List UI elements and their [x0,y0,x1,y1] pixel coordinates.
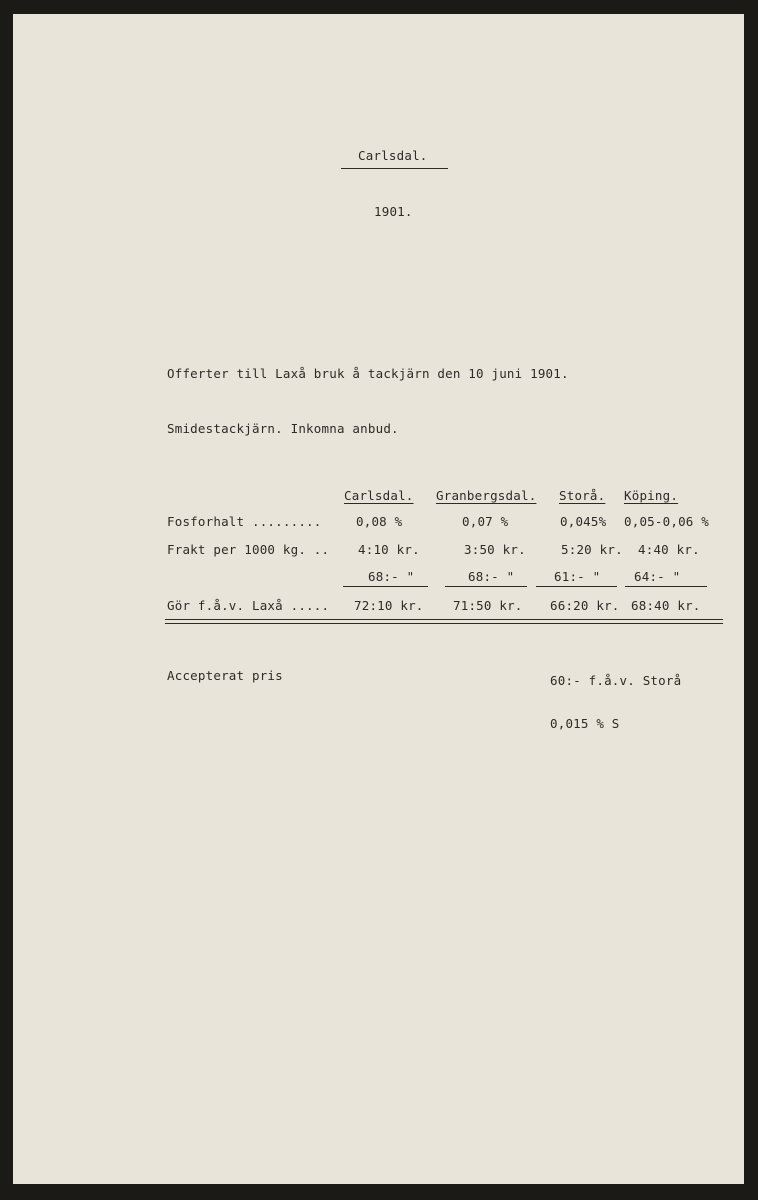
intro-line-1: Offerter till Laxå bruk å tackjärn den 10 juni 1901. [167,366,569,381]
table-cell: 68:- " [468,569,515,584]
table-cell: 68:40 kr. [631,598,701,613]
row-label-frakt: Frakt per 1000 kg. .. [167,542,330,557]
table-cell: 0,045% [560,514,607,529]
table-double-rule [165,619,723,620]
accepted-label: Accepterat pris [167,668,283,683]
table-cell: 3:50 kr. [464,542,526,557]
table-cell: 72:10 kr. [354,598,424,613]
document-page [13,14,744,1184]
subtotal-underline [625,586,707,587]
heading-year: 1901. [374,204,413,219]
table-cell: 61:- " [554,569,601,584]
accepted-phosphorus: 0,015 % S [550,716,620,731]
row-label-fosforhalt: Fosforhalt ......... [167,514,322,529]
table-cell: 0,07 % [462,514,509,529]
subtotal-underline [445,586,527,587]
table-cell: 64:- " [634,569,681,584]
table-cell: 68:- " [368,569,415,584]
heading-underline [341,168,448,169]
row-label-total: Gör f.å.v. Laxå ..... [167,598,330,613]
table-cell: 71:50 kr. [453,598,523,613]
table-double-rule [165,623,723,624]
table-cell: 66:20 kr. [550,598,620,613]
column-header-granbergsdal: Granbergsdal. [436,488,537,503]
table-cell: 5:20 kr. [561,542,623,557]
subtotal-underline [343,586,428,587]
column-header-koping: Köping. [624,488,679,503]
heading-place: Carlsdal. [358,148,428,163]
subtotal-underline [536,586,617,587]
table-cell: 4:40 kr. [638,542,700,557]
table-cell: 4:10 kr. [358,542,420,557]
column-header-stora: Storå. [559,488,606,503]
column-header-carlsdal: Carlsdal. [344,488,414,503]
intro-line-2: Smidestackjärn. Inkomna anbud. [167,421,399,436]
accepted-price: 60:- f.å.v. Storå [550,673,682,688]
table-cell: 0,08 % [356,514,403,529]
table-cell: 0,05-0,06 % [624,514,709,529]
